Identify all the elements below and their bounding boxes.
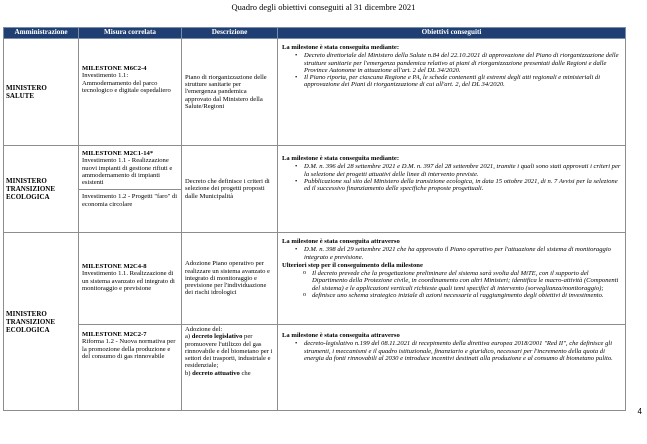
measure-cell (79, 325, 182, 411)
header-obiettivi-conseguiti: Obiettivi conseguiti (278, 28, 626, 39)
list-item: • D.M. n. 398 del 29 settembre 2021 che ha approvato il Piano operativo per l'attuazione del sistema di monitoraggio integrato e previsione. (304, 246, 621, 261)
admin-cell: MINISTERO TRANSIZIONE ECOLOGICA (4, 233, 79, 411)
description-item-b: b) decreto attuativo che (185, 369, 251, 377)
objectives-subheading: Ulteriori step per il conseguimento della milestone (282, 261, 423, 269)
objectives-cell (278, 146, 626, 233)
milestone-label: MILESTONE M2C2-7 (82, 331, 147, 338)
table-row (4, 233, 626, 325)
milestone-label: MILESTONE M6C2-4 (82, 65, 147, 72)
investment-text: Investimento 1.1: Ammodernamento del parco tecnologico e digitale ospedaliero (82, 72, 171, 94)
milestone-label: MILESTONE M2C1-14* (82, 150, 154, 157)
header-misura-correlata: Misura correlata (79, 28, 182, 39)
objectives-list (282, 246, 621, 261)
objectives-cell (278, 39, 626, 146)
list-item: o Il decreto prevede che la progettazione preliminare del sistema sarà svolta dal MiTE, con il supporto del Dipartimento della Protezione civile, in coordinamento con altri Ministeri; identifica le macro-attività (Componenti del sistema) e le applicazioni verticali richieste quali temi specifici di intervento (sorveglianza/monitoraggio); (312, 270, 621, 292)
description-a-text: per promuovere l'utilizzo del gas rinnovabile e del biometano per i settori dei trasporti, industriale e residenziale; (185, 333, 273, 370)
objectives-heading: La milestone è stata conseguita attraverso (282, 238, 400, 245)
measure-cell (79, 146, 182, 233)
investment-separator (79, 189, 181, 208)
description-cell (182, 325, 278, 411)
objectives-heading: La milestone è stata conseguita mediante: (282, 44, 400, 51)
table-header-row (4, 28, 626, 39)
objectives-cell (278, 233, 626, 325)
list-item: • Il Piano riporta, per ciascuna Regione e PA, le schede contenenti gli estremi degli atti regionali e ministeriali di approvazione dei Piani di riorganizzazione di cui all'art. 2, del DL 34/2020. (304, 74, 621, 89)
investment-text: Investimento 1.1 - Realizzazione nuovi impianti di gestione rifiuti e ammodernamento di impianti esistenti (82, 157, 173, 187)
description-a-bold: decreto legislativo (191, 333, 243, 341)
list-item: • Pubblicazione sul sito del Ministero della transizione ecologica, in data 15 ottobre 2021, di n. 7 Avvisi per la selezione ed il successivo finanziamento delle specifiche proposte progettuali. (304, 178, 621, 193)
objectives-cell (278, 325, 626, 411)
table-row (4, 146, 626, 233)
description-item-a: a) decreto legislativo per promuovere l'utilizzo del gas rinnovabile e del biometano per i settori dei trasporti, industriale e residenziale; (185, 333, 273, 370)
objectives-list (282, 340, 621, 362)
list-item: • Decreto direttoriale del Ministero della Salute n.84 del 22.10.2021 di approvazione del Piano di riorganizzazione delle strutture sanitarie per l'emergenza pandemica relativo ai piani di riorganizzazione presentati dalle Regioni e dalle Province Autonome in attuazione all'art. 2 del DL 34/2020. (304, 52, 621, 74)
objectives-list (282, 52, 621, 88)
milestone-label: MILESTONE M2C4-8 (82, 263, 147, 270)
admin-cell: MINISTERO TRANSIZIONE ECOLOGICA (4, 146, 79, 233)
table-row (4, 39, 626, 146)
description-b-bold: decreto attuativo (192, 369, 240, 377)
investment-text: Investimento 1.1. Realizzazione di un sistema avanzato ed integrato di monitoraggio e previsione (82, 270, 175, 292)
measure-cell (79, 233, 182, 325)
investment-text-2: Investimento 1.2 - Progetti "faro" di economia circolare (82, 193, 178, 208)
description-cell: Decreto che definisce i criteri di selezione dei progetti proposti dalle Municipalità (182, 146, 278, 233)
description-cell: Piano di riorganizzazione delle strutture sanitarie per l'emergenza pandemica approvato dal Ministero della Salute/Regioni (182, 39, 278, 146)
admin-cell: MINISTERO SALUTE (4, 39, 79, 146)
table-row (4, 325, 626, 411)
list-item: o definisce uno schema strategico iniziale di azioni necessarie al raggiungimento degli obiettivi di investimento. (312, 292, 621, 299)
investment-text: Riforma 1.2 - Nuova normativa per la promozione della produzione e del consumo di gas rinnovabile (82, 338, 176, 360)
objectives-list (282, 163, 621, 192)
measure-cell (79, 39, 182, 146)
description-intro: Adozione del: (185, 326, 223, 333)
page-number: 4 (637, 407, 642, 416)
objectives-sublist (282, 270, 621, 299)
page-title: Quadro degli obiettivi conseguiti al 31 dicembre 2021 (231, 2, 416, 12)
description-cell: Adozione Piano operativo per realizzare un sistema avanzato e integrato di monitoraggio e previsione per l'individuazione dei rischi idrologici (182, 233, 278, 325)
objectives-table (3, 27, 626, 411)
description-b-text: che (241, 369, 251, 377)
list-item: • D.M. n. 396 del 28 settembre 2021 e D.M. n. 397 del 28 settembre 2021, tramite i quali sono stati approvati i criteri per la selezione dei progetti attuativi delle linee di intervento previste. (304, 163, 621, 178)
header-descrizione: Descrizione (182, 28, 278, 39)
objectives-heading: La milestone è stata conseguita attraverso (282, 332, 400, 339)
list-item: • decreto-legislativo n.199 del 08.11.2021 di recepimento della direttiva europea 2018/2001 "Red II", che definisce gli strumenti, i meccanismi e il quadro istituzionale, finanziario e giuridico, necessari per l'incremento della quota di energia da fonti rinnovabili al 2030 e introduce incentivi destinati alla produzione e al consumo di biometano pulito. (304, 340, 621, 362)
header-amministrazione: Amministrazione (4, 28, 79, 39)
objectives-heading: La milestone è stata conseguita mediante: (282, 155, 400, 162)
